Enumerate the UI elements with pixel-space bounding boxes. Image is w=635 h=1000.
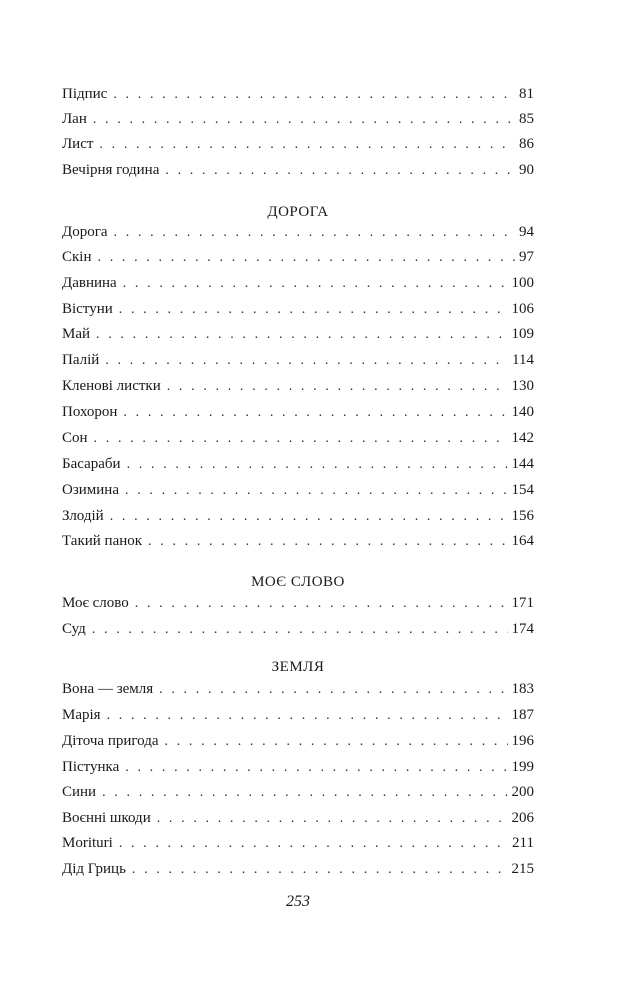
toc-entry — [62, 297, 534, 321]
toc-entry — [62, 703, 534, 727]
toc-entry — [62, 271, 534, 295]
entry-title: Палій — [62, 352, 100, 368]
toc-entry — [62, 529, 534, 553]
entry-page-number: 200 — [511, 784, 534, 800]
toc-entry — [62, 755, 534, 779]
entry-page-number: 81 — [519, 86, 534, 102]
dot-leader — [113, 83, 515, 107]
entry-page-number: 199 — [511, 759, 534, 775]
entry-title: Марія — [62, 707, 101, 723]
entry-page-number: 154 — [511, 482, 534, 498]
dot-leader — [132, 858, 508, 882]
entry-title: Воєнні шкоди — [62, 810, 151, 826]
dot-leader — [94, 427, 508, 451]
toc-entry — [62, 374, 534, 398]
entry-page-number: 142 — [511, 430, 534, 446]
entry-title: Кленові листки — [62, 378, 161, 394]
dot-leader — [102, 781, 507, 805]
toc-entry — [62, 504, 534, 528]
toc-entry — [62, 426, 534, 450]
dot-leader — [159, 678, 507, 702]
dot-leader — [165, 730, 508, 754]
entry-title: Сон — [62, 430, 88, 446]
dot-leader — [99, 133, 515, 157]
toc-entry — [62, 348, 534, 372]
entry-page-number: 97 — [519, 249, 534, 265]
dot-leader — [110, 505, 508, 529]
entry-page-number: 85 — [519, 111, 534, 127]
toc-entry — [62, 452, 534, 476]
entry-title: Сини — [62, 784, 97, 800]
toc-entry — [62, 82, 534, 106]
entry-page-number: 144 — [511, 456, 534, 472]
dot-leader — [107, 704, 508, 728]
dot-leader — [123, 272, 508, 296]
entry-title: Давнина — [62, 275, 117, 291]
entry-title: Дорога — [62, 224, 108, 240]
entry-title: Басараби — [62, 456, 121, 472]
toc-entry — [62, 158, 534, 182]
dot-leader — [157, 807, 508, 831]
entry-title: Моє слово — [62, 595, 129, 611]
entry-page-number: 183 — [511, 681, 534, 697]
entry-title: Лист — [62, 136, 94, 152]
entry-page-number: 109 — [511, 326, 534, 342]
dot-leader — [119, 832, 508, 856]
dot-leader — [98, 246, 516, 270]
toc-entry — [62, 729, 534, 753]
entry-title: Вістуни — [62, 301, 113, 317]
toc-entry — [62, 591, 534, 615]
dot-leader — [165, 159, 515, 183]
entry-page-number: 94 — [519, 224, 534, 240]
dot-leader — [119, 298, 508, 322]
entry-page-number: 171 — [511, 595, 534, 611]
entry-page-number: 156 — [511, 508, 534, 524]
entry-title: Підпис — [62, 86, 108, 102]
dot-leader — [127, 453, 508, 477]
toc-entry — [62, 220, 534, 244]
entry-page-number: 215 — [511, 861, 534, 877]
entry-page-number: 206 — [511, 810, 534, 826]
toc-entry — [62, 677, 534, 701]
entry-page-number: 211 — [512, 835, 534, 851]
section-heading: ЗЕМЛЯ — [271, 659, 325, 675]
toc-page — [62, 0, 534, 1000]
entry-title: Похорон — [62, 404, 118, 420]
entry-title: Злодій — [62, 508, 104, 524]
entry-page-number: 90 — [519, 162, 534, 178]
dot-leader — [123, 401, 507, 425]
dot-leader — [148, 530, 507, 554]
page-number: 253 — [286, 893, 310, 910]
entry-title: Лан — [62, 111, 87, 127]
entry-title: Дід Гриць — [62, 861, 126, 877]
entry-title: Діточа пригода — [62, 733, 159, 749]
dot-leader — [135, 592, 508, 616]
entry-page-number: 196 — [511, 733, 534, 749]
entry-title: Вечірня година — [62, 162, 160, 178]
entry-page-number: 164 — [511, 533, 534, 549]
toc-entry — [62, 478, 534, 502]
entry-title: Moriturі — [62, 835, 113, 851]
section-heading: ДОРОГА — [267, 204, 329, 220]
entry-title: Такий панок — [62, 533, 143, 549]
entry-title: Май — [62, 326, 91, 342]
toc-entry — [62, 780, 534, 804]
entry-title: Пістунка — [62, 759, 120, 775]
dot-leader — [93, 108, 515, 132]
entry-page-number: 174 — [511, 621, 534, 637]
dot-leader — [125, 756, 507, 780]
dot-leader — [96, 323, 507, 347]
entry-title: Вона — земля — [62, 681, 154, 697]
entry-page-number: 106 — [511, 301, 534, 317]
entry-page-number: 114 — [512, 352, 534, 368]
dot-leader — [167, 375, 508, 399]
entry-page-number: 86 — [519, 136, 534, 152]
dot-leader — [114, 221, 515, 245]
toc-entry — [62, 806, 534, 830]
toc-entry — [62, 245, 534, 269]
toc-entry — [62, 322, 534, 346]
entry-title: Скін — [62, 249, 92, 265]
entry-page-number: 187 — [511, 707, 534, 723]
entry-title: Суд — [62, 621, 86, 637]
entry-page-number: 130 — [511, 378, 534, 394]
toc-entry — [62, 132, 534, 156]
entry-page-number: 100 — [511, 275, 534, 291]
toc-entry — [62, 617, 534, 641]
dot-leader — [125, 479, 508, 503]
toc-entry — [62, 400, 534, 424]
entry-title: Озимина — [62, 482, 119, 498]
toc-entry — [62, 857, 534, 881]
entry-page-number: 140 — [511, 404, 534, 420]
toc-entry — [62, 107, 534, 131]
toc-entry — [62, 831, 534, 855]
dot-leader — [105, 349, 508, 373]
dot-leader — [92, 618, 508, 642]
section-heading: МОЄ СЛОВО — [251, 574, 345, 590]
